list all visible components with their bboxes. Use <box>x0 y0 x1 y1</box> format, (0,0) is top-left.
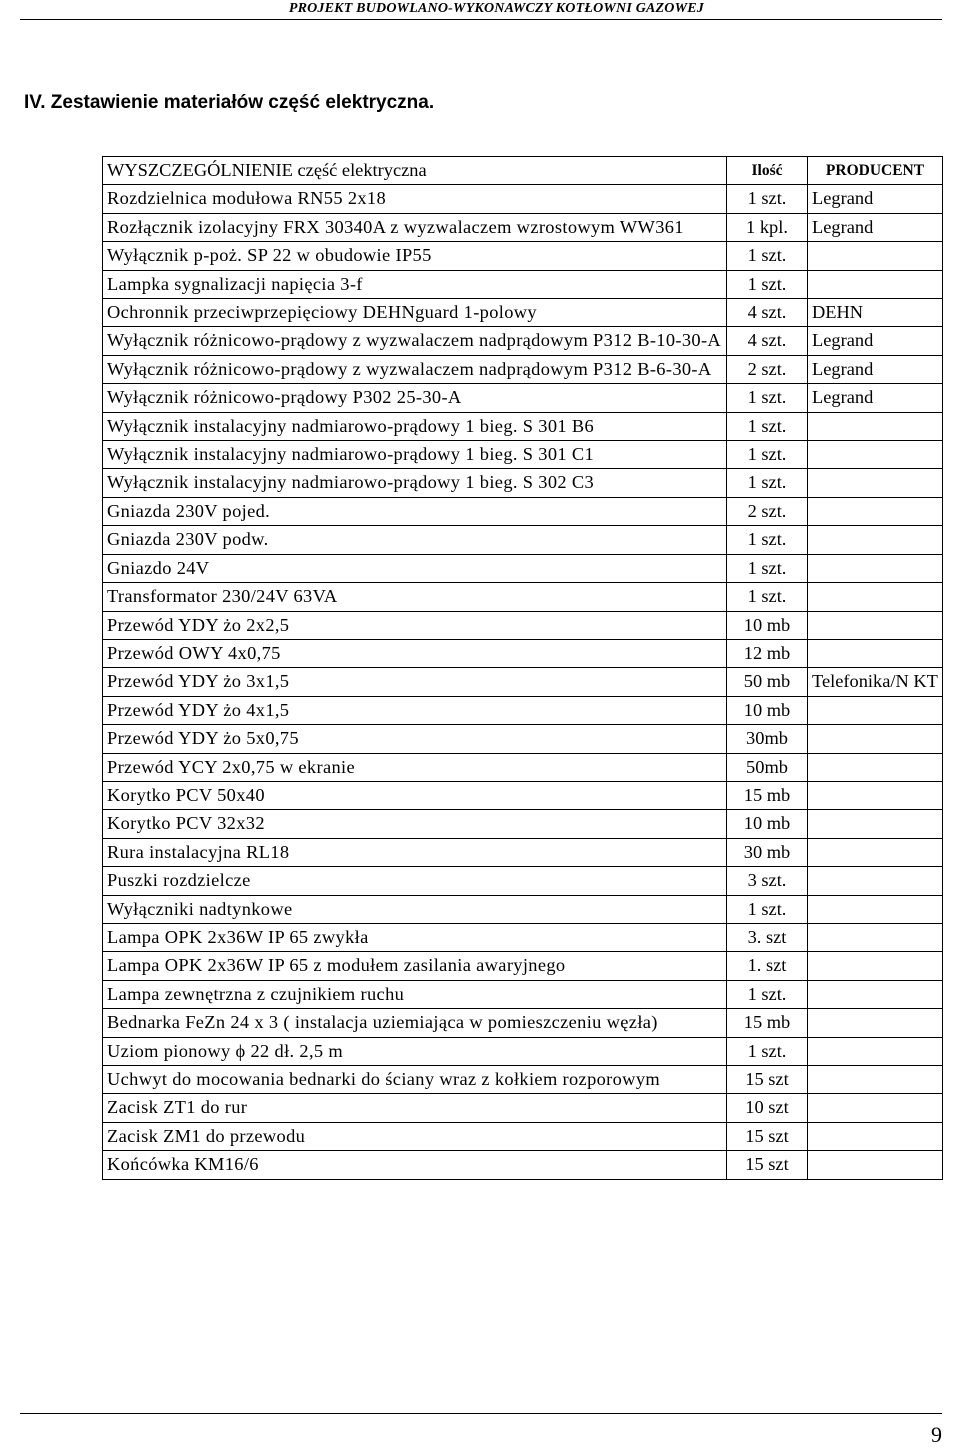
item-producer-cell <box>808 867 943 895</box>
item-name-cell: Wyłącznik różnicowo-prądowy z wyzwalaczem nadprądowym P312 B-6-30-A <box>103 355 727 383</box>
item-name-cell: Lampa zewnętrzna z czujnikiem ruchu <box>103 980 727 1008</box>
table-row <box>103 725 943 753</box>
item-name-cell: Korytko PCV 50x40 <box>103 781 727 809</box>
item-name-cell: Końcówka KM16/6 <box>103 1151 727 1179</box>
item-qty-cell: 10 szt <box>727 1094 808 1122</box>
item-qty-cell: 15 szt <box>727 1122 808 1150</box>
item-name-cell: Rozdzielnica modułowa RN55 2x18 <box>103 185 727 213</box>
table-row <box>103 412 943 440</box>
table-row <box>103 441 943 469</box>
item-producer-cell <box>808 1066 943 1094</box>
table-row <box>103 327 943 355</box>
item-qty-cell: 50 mb <box>727 668 808 696</box>
item-name-cell: Przewód YCY 2x0,75 w ekranie <box>103 753 727 781</box>
table-row <box>103 923 943 951</box>
item-qty-cell: 1 szt. <box>727 441 808 469</box>
table-row <box>103 895 943 923</box>
table-row <box>103 810 943 838</box>
item-producer-cell <box>808 1151 943 1179</box>
item-name-cell: Przewód YDY żo 2x2,5 <box>103 611 727 639</box>
item-producer-cell <box>808 781 943 809</box>
item-qty-cell: 30 mb <box>727 838 808 866</box>
item-qty-cell: 1 szt. <box>727 980 808 1008</box>
item-producer-cell <box>808 469 943 497</box>
item-producer-cell <box>808 1037 943 1065</box>
item-name-cell: Przewód OWY 4x0,75 <box>103 639 727 667</box>
item-name-cell: Zacisk ZT1 do rur <box>103 1094 727 1122</box>
item-qty-cell: 1 szt. <box>727 1037 808 1065</box>
footer-rule <box>20 1413 942 1414</box>
item-name-cell: Wyłącznik instalacyjny nadmiarowo-prądowy 1 bieg. S 301 B6 <box>103 412 727 440</box>
table-row <box>103 1037 943 1065</box>
running-header-title: PROJEKT BUDOWLANO-WYKONAWCZY KOTŁOWNI GAZOWEJ <box>288 1 704 16</box>
table-row <box>103 1122 943 1150</box>
item-name-cell: Wyłącznik instalacyjny nadmiarowo-prądowy 1 bieg. S 301 C1 <box>103 441 727 469</box>
item-qty-cell: 15 mb <box>727 781 808 809</box>
item-producer-cell <box>808 923 943 951</box>
item-qty-cell: 10 mb <box>727 810 808 838</box>
item-name-cell: Wyłącznik p-poż. SP 22 w obudowie IP55 <box>103 242 727 270</box>
table-row <box>103 554 943 582</box>
item-qty-cell: 3 szt. <box>727 867 808 895</box>
item-name-cell: Transformator 230/24V 63VA <box>103 583 727 611</box>
item-producer-cell <box>808 838 943 866</box>
item-producer-cell <box>808 526 943 554</box>
item-producer-cell <box>808 1009 943 1037</box>
table-row <box>103 1009 943 1037</box>
table-row <box>103 213 943 241</box>
table-row <box>103 980 943 1008</box>
item-name-cell: Uziom pionowy ϕ 22 dł. 2,5 m <box>103 1037 727 1065</box>
item-qty-cell: 4 szt. <box>727 299 808 327</box>
item-name-cell: Wyłączniki nadtynkowe <box>103 895 727 923</box>
item-name-cell: Wyłącznik instalacyjny nadmiarowo-prądowy 1 bieg. S 302 C3 <box>103 469 727 497</box>
item-name-cell: Uchwyt do mocowania bednarki do ściany wraz z kołkiem rozporowym <box>103 1066 727 1094</box>
table-row <box>103 867 943 895</box>
item-producer-cell <box>808 696 943 724</box>
item-qty-cell: 10 mb <box>727 696 808 724</box>
item-producer-cell <box>808 441 943 469</box>
item-name-cell: Gniazdo 24V <box>103 554 727 582</box>
item-producer-cell <box>808 270 943 298</box>
item-producer-cell: DEHN <box>808 299 943 327</box>
column-header-producer: PRODUCENT <box>808 157 943 185</box>
column-header-qty: Ilość <box>727 157 808 185</box>
header-rule <box>20 19 942 20</box>
item-qty-cell: 1 szt. <box>727 384 808 412</box>
table-row <box>103 838 943 866</box>
item-qty-cell: 4 szt. <box>727 327 808 355</box>
table-row <box>103 497 943 525</box>
item-producer-cell: Legrand <box>808 213 943 241</box>
table-row <box>103 185 943 213</box>
item-name-cell: Rozłącznik izolacyjny FRX 30340A z wyzwalaczem wzrostowym WW361 <box>103 213 727 241</box>
item-qty-cell: 1 szt. <box>727 412 808 440</box>
item-qty-cell: 3. szt <box>727 923 808 951</box>
item-producer-cell <box>808 412 943 440</box>
item-producer-cell <box>808 753 943 781</box>
table-row <box>103 639 943 667</box>
item-producer-cell <box>808 1122 943 1150</box>
item-qty-cell: 1. szt <box>727 952 808 980</box>
item-producer-cell: Legrand <box>808 384 943 412</box>
item-qty-cell: 1 szt. <box>727 526 808 554</box>
item-name-cell: Lampa OPK 2x36W IP 65 z modułem zasilania awaryjnego <box>103 952 727 980</box>
item-producer-cell <box>808 639 943 667</box>
item-producer-cell <box>808 980 943 1008</box>
item-qty-cell: 1 szt. <box>727 583 808 611</box>
item-producer-cell <box>808 952 943 980</box>
table-row <box>103 1151 943 1179</box>
item-qty-cell: 1 szt. <box>727 554 808 582</box>
item-qty-cell: 1 szt. <box>727 270 808 298</box>
item-qty-cell: 1 szt. <box>727 895 808 923</box>
table-row <box>103 952 943 980</box>
table-row <box>103 1094 943 1122</box>
item-producer-cell: Legrand <box>808 185 943 213</box>
item-producer-cell <box>808 810 943 838</box>
item-producer-cell: Legrand <box>808 355 943 383</box>
table-row <box>103 753 943 781</box>
item-producer-cell <box>808 242 943 270</box>
table-row <box>103 299 943 327</box>
item-name-cell: Lampka sygnalizacji napięcia 3-f <box>103 270 727 298</box>
materials-table <box>102 156 943 1180</box>
item-name-cell: Puszki rozdzielcze <box>103 867 727 895</box>
item-qty-cell: 10 mb <box>727 611 808 639</box>
running-header <box>0 0 960 22</box>
item-name-cell: Rura instalacyjna RL18 <box>103 838 727 866</box>
item-qty-cell: 30mb <box>727 725 808 753</box>
item-producer-cell <box>808 497 943 525</box>
item-qty-cell: 15 szt <box>727 1066 808 1094</box>
item-name-cell: Wyłącznik różnicowo-prądowy P302 25-30-A <box>103 384 727 412</box>
item-producer-cell <box>808 1094 943 1122</box>
table-header-row <box>103 157 943 185</box>
item-qty-cell: 2 szt. <box>727 355 808 383</box>
table-row <box>103 270 943 298</box>
item-qty-cell: 15 szt <box>727 1151 808 1179</box>
item-qty-cell: 1 szt. <box>727 185 808 213</box>
item-producer-cell <box>808 611 943 639</box>
item-name-cell: Lampa OPK 2x36W IP 65 zwykła <box>103 923 727 951</box>
item-name-cell: Zacisk ZM1 do przewodu <box>103 1122 727 1150</box>
page-number: 9 <box>931 1422 942 1447</box>
item-producer-cell: Legrand <box>808 327 943 355</box>
item-name-cell: Ochronnik przeciwprzepięciowy DEHNguard 1-polowy <box>103 299 727 327</box>
table-row <box>103 526 943 554</box>
table-row <box>103 696 943 724</box>
table-row <box>103 668 943 696</box>
item-qty-cell: 12 mb <box>727 639 808 667</box>
table-row <box>103 1066 943 1094</box>
item-qty-cell: 2 szt. <box>727 497 808 525</box>
item-producer-cell <box>808 895 943 923</box>
item-producer-cell <box>808 725 943 753</box>
table-row <box>103 781 943 809</box>
item-name-cell: Przewód YDY żo 5x0,75 <box>103 725 727 753</box>
table-row <box>103 355 943 383</box>
table-row <box>103 384 943 412</box>
item-name-cell: Przewód YDY żo 4x1,5 <box>103 696 727 724</box>
item-producer-cell: Telefonika/N KT <box>808 668 943 696</box>
item-qty-cell: 1 szt. <box>727 242 808 270</box>
item-producer-cell <box>808 583 943 611</box>
item-name-cell: Gniazda 230V podw. <box>103 526 727 554</box>
item-producer-cell <box>808 554 943 582</box>
item-qty-cell: 50mb <box>727 753 808 781</box>
table-row <box>103 583 943 611</box>
item-name-cell: Bednarka FeZn 24 x 3 ( instalacja uziemiająca w pomieszczeniu węzła) <box>103 1009 727 1037</box>
table-row <box>103 242 943 270</box>
table-row <box>103 469 943 497</box>
item-name-cell: Wyłącznik różnicowo-prądowy z wyzwalaczem nadprądowym P312 B-10-30-A <box>103 327 727 355</box>
item-name-cell: Gniazda 230V pojed. <box>103 497 727 525</box>
item-qty-cell: 1 szt. <box>727 469 808 497</box>
section-title: IV. Zestawienie materiałów część elektryczna. <box>24 92 435 113</box>
item-qty-cell: 1 kpl. <box>727 213 808 241</box>
item-qty-cell: 15 mb <box>727 1009 808 1037</box>
item-name-cell: Przewód YDY żo 3x1,5 <box>103 668 727 696</box>
column-header-name: WYSZCZEGÓLNIENIE część elektryczna <box>103 157 727 185</box>
table-row <box>103 611 943 639</box>
item-name-cell: Korytko PCV 32x32 <box>103 810 727 838</box>
